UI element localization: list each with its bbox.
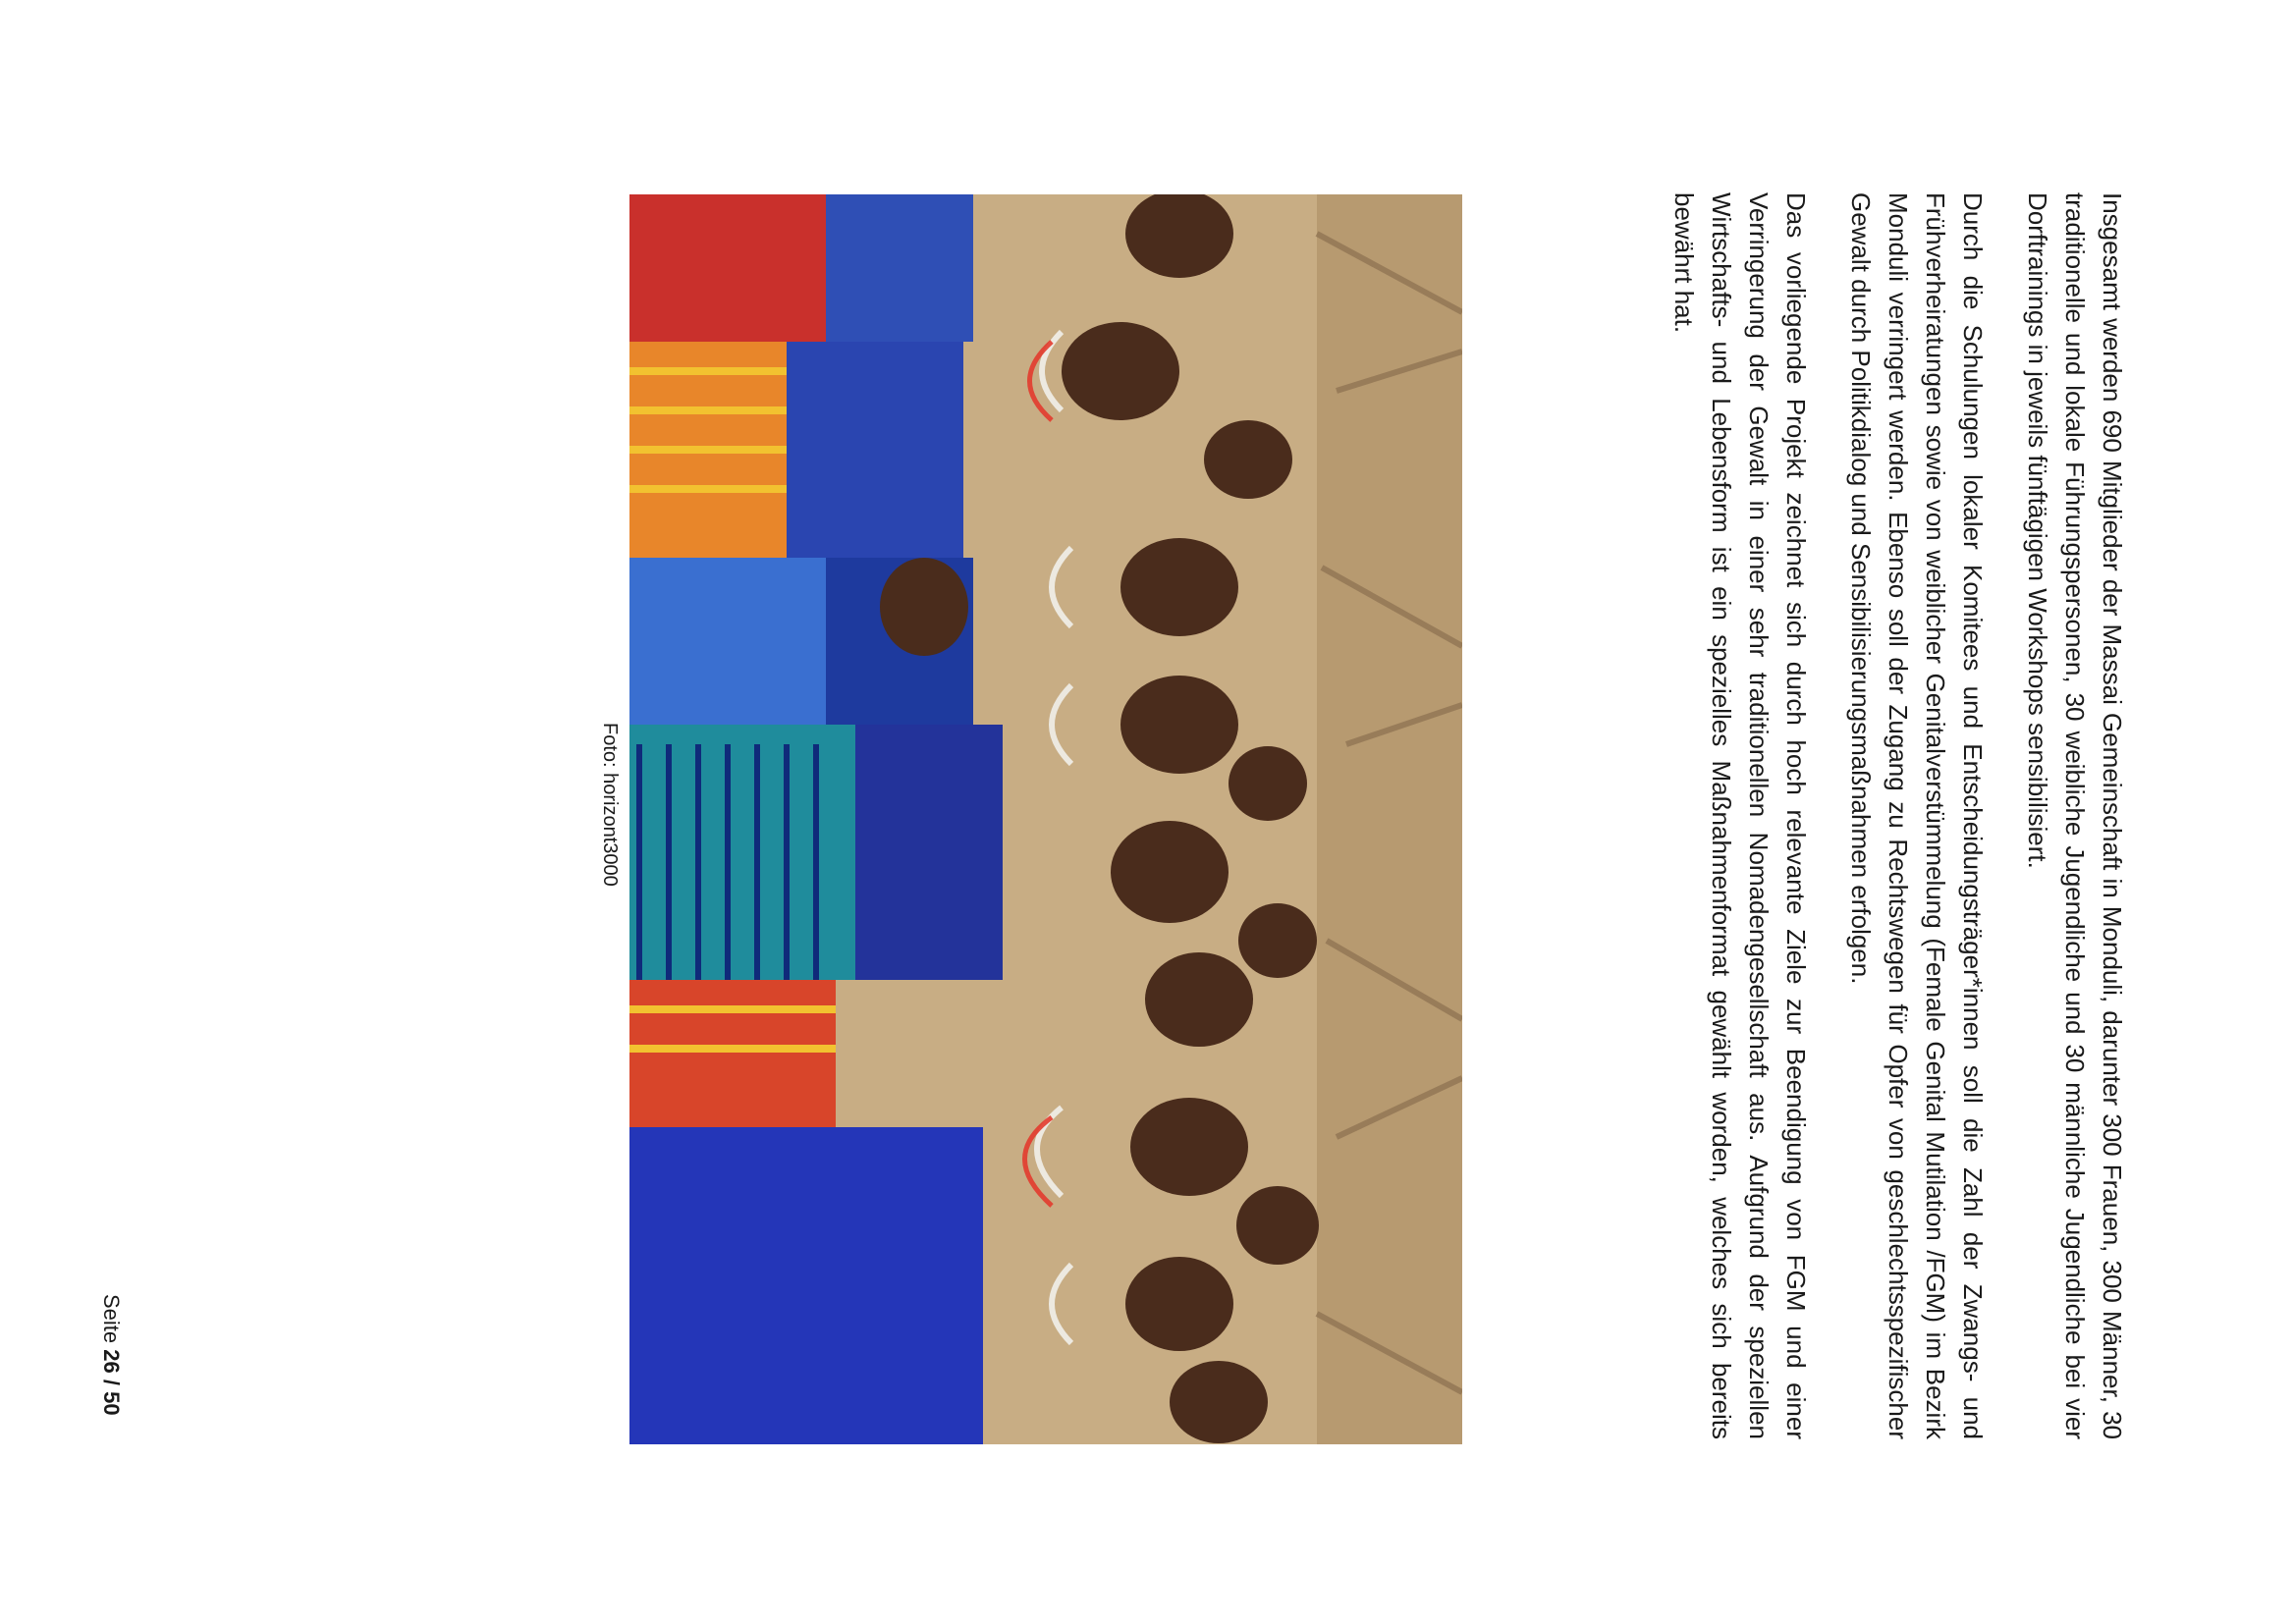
page-current: 26	[99, 1349, 124, 1374]
page-total: 50	[99, 1391, 124, 1416]
paragraph-3: Das vorliegende Projekt zeichnet sich durch hoch relevante Ziele zur Beendigung von FGM und einer Verringerung der Gewalt in einer sehr traditionellen Nomadengesellschaft aus. Aufgrund der speziellen Wirtschafts- und Lebensform ist ein spezielles Maßnahmenformat gewählt worden, welches sich bereits bewährt hat.	[1669, 192, 1811, 1439]
page-number	[96, 1294, 126, 1451]
group-photo	[629, 194, 1462, 1444]
paragraph-2: Durch die Schulungen lokaler Komitees und Entscheidungsträger*innen soll die Zahl der Zwangs- und Frühverheiratungen sowie von weiblicher Genitalverstümmelung (Female Genital Mutilation /FGM) im Bezirk Monduli verringert werden. Ebenso soll der Zugang zu Rechtswegen für Opfer von geschlechtsspezifischer Gewalt durch Politikdialog und Sensibilisierungsmaßnahmen erfolgen.	[1846, 192, 1988, 1439]
paragraph-1: Insgesamt werden 690 Mitglieder der Massai Gemeinschaft in Monduli, darunter 300 Frauen, 300 Männer, 30 traditionelle und lokale Führungspersonen, 30 weibliche Jugendliche und 30 männliche Jugendliche bei vier Dorftrainings in jeweils fünftägigen Workshops sensibilisiert.	[2023, 192, 2127, 1439]
page-prefix: Seite	[99, 1294, 124, 1344]
body-text	[1620, 192, 2131, 1439]
photo-caption: Foto: horizont3000	[599, 723, 621, 887]
page-separator: /	[99, 1379, 124, 1386]
group-photo-illustration	[629, 194, 1462, 1444]
